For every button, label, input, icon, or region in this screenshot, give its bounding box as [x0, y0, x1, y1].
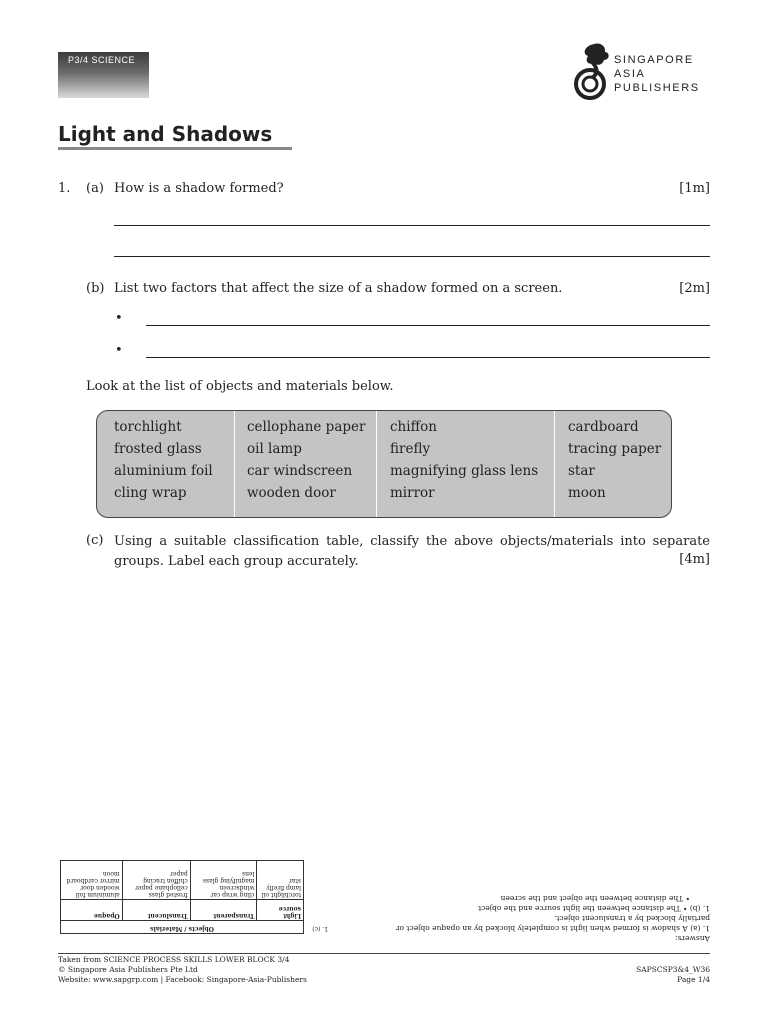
- part-c-label: (c): [86, 533, 104, 548]
- material-item: mirror: [390, 485, 435, 501]
- material-item: tracing paper: [568, 441, 662, 457]
- group-heading: Transparent: [190, 900, 257, 921]
- part-b-marks: [2m]: [679, 281, 710, 296]
- publisher-line-3: PUBLISHERS: [614, 82, 700, 94]
- answer-a: 1. (a) A shadow is formed when light is completely blocked by an opaque object or partially blocked by a translucent object.: [395, 914, 710, 933]
- materials-column: [390, 416, 538, 504]
- group-items: frosted glass cellophane paper chiffon tracing paper: [122, 861, 190, 900]
- publisher-line-1: SINGAPORE: [614, 54, 694, 66]
- footer-code: SAPSCSP3&4_W36: [636, 965, 710, 974]
- material-item: frosted glass: [114, 441, 202, 457]
- group-heading: Opaque: [61, 900, 123, 921]
- answer-line[interactable]: [146, 357, 710, 358]
- materials-column: [114, 416, 213, 504]
- part-a-question: How is a shadow formed?: [114, 181, 284, 196]
- material-item: chiffon: [390, 419, 437, 435]
- footer-copyright: © Singapore Asia Publishers Pte Ltd: [58, 965, 198, 974]
- page-title: Light and Shadows: [58, 122, 273, 146]
- column-divider: [554, 411, 555, 517]
- material-item: cling wrap: [114, 485, 187, 501]
- subject-badge: [58, 52, 149, 98]
- material-item: firefly: [390, 441, 431, 457]
- footer-taken-from: Taken from SCIENCE PROCESS SKILLS LOWER BLOCK 3/4: [58, 955, 290, 964]
- question-number: 1.: [58, 181, 71, 196]
- group-items: torchlight oil lamp firefly star: [257, 861, 304, 900]
- materials-intro: Look at the list of objects and materials below.: [86, 379, 394, 394]
- group-heading: Light source: [257, 900, 304, 921]
- answer-b-1: 1. (b) • The distance between the light source and the object: [478, 904, 710, 913]
- material-item: oil lamp: [247, 441, 302, 457]
- material-item: car windscreen: [247, 463, 353, 479]
- column-divider: [234, 411, 235, 517]
- subject-badge-label: P3/4 SCIENCE: [68, 55, 136, 65]
- bullet-icon: •: [115, 311, 123, 326]
- part-c-question: Using a suitable classification table, classify the above objects/materials into separate groups. Label each group accurately.: [114, 534, 710, 569]
- material-item: cardboard: [568, 419, 639, 435]
- material-item: magnifying glass lens: [390, 463, 539, 479]
- part-a-label: (a): [86, 181, 104, 196]
- part-a-marks: [1m]: [679, 181, 710, 196]
- footer-website[interactable]: Website: www.sapgrp.com | Facebook: Singapore-Asia-Publishers: [58, 975, 307, 984]
- material-item: moon: [568, 485, 606, 501]
- group-heading: Translucent: [122, 900, 190, 921]
- bullet-icon: •: [115, 343, 123, 358]
- publisher-logo: [572, 40, 722, 104]
- material-item: wooden door: [247, 485, 336, 501]
- publisher-line-2: ASIA: [614, 68, 646, 80]
- footer-source: [58, 955, 307, 985]
- footer-meta: [560, 965, 710, 985]
- group-items: cling wrap car windscreen magnifying glass lens: [190, 861, 257, 900]
- materials-column: [568, 416, 661, 504]
- group-items: aluminium foil wooden door mirror cardboard moon: [61, 861, 123, 900]
- answer-table-header: Objects / Materials: [61, 921, 304, 934]
- material-item: torchlight: [114, 419, 182, 435]
- answer-line[interactable]: [114, 225, 710, 226]
- publisher-name: [614, 53, 700, 95]
- answer-line[interactable]: [114, 256, 710, 257]
- answer-key-table: [60, 860, 330, 934]
- materials-column: [247, 416, 365, 504]
- part-b-question: List two factors that affect the size of a shadow formed on a screen.: [114, 281, 563, 296]
- title-underline: [58, 147, 292, 150]
- material-item: cellophane paper: [247, 419, 366, 435]
- part-c-marks: [4m]: [679, 552, 710, 567]
- materials-box: [96, 410, 672, 518]
- part-b-label: (b): [86, 281, 105, 296]
- answer-label: Answers:: [675, 934, 710, 943]
- answer-c-label: 1. (c): [312, 925, 328, 933]
- material-item: star: [568, 463, 595, 479]
- column-divider: [376, 411, 377, 517]
- footer-page: Page 1/4: [677, 975, 710, 984]
- footer-divider: [58, 953, 710, 954]
- seahorse-logo-icon: [572, 40, 612, 102]
- answer-key-text: [392, 893, 710, 943]
- answer-line[interactable]: [146, 325, 710, 326]
- material-item: aluminium foil: [114, 463, 213, 479]
- answer-b-2: • The distance between the object and the screen: [500, 894, 690, 903]
